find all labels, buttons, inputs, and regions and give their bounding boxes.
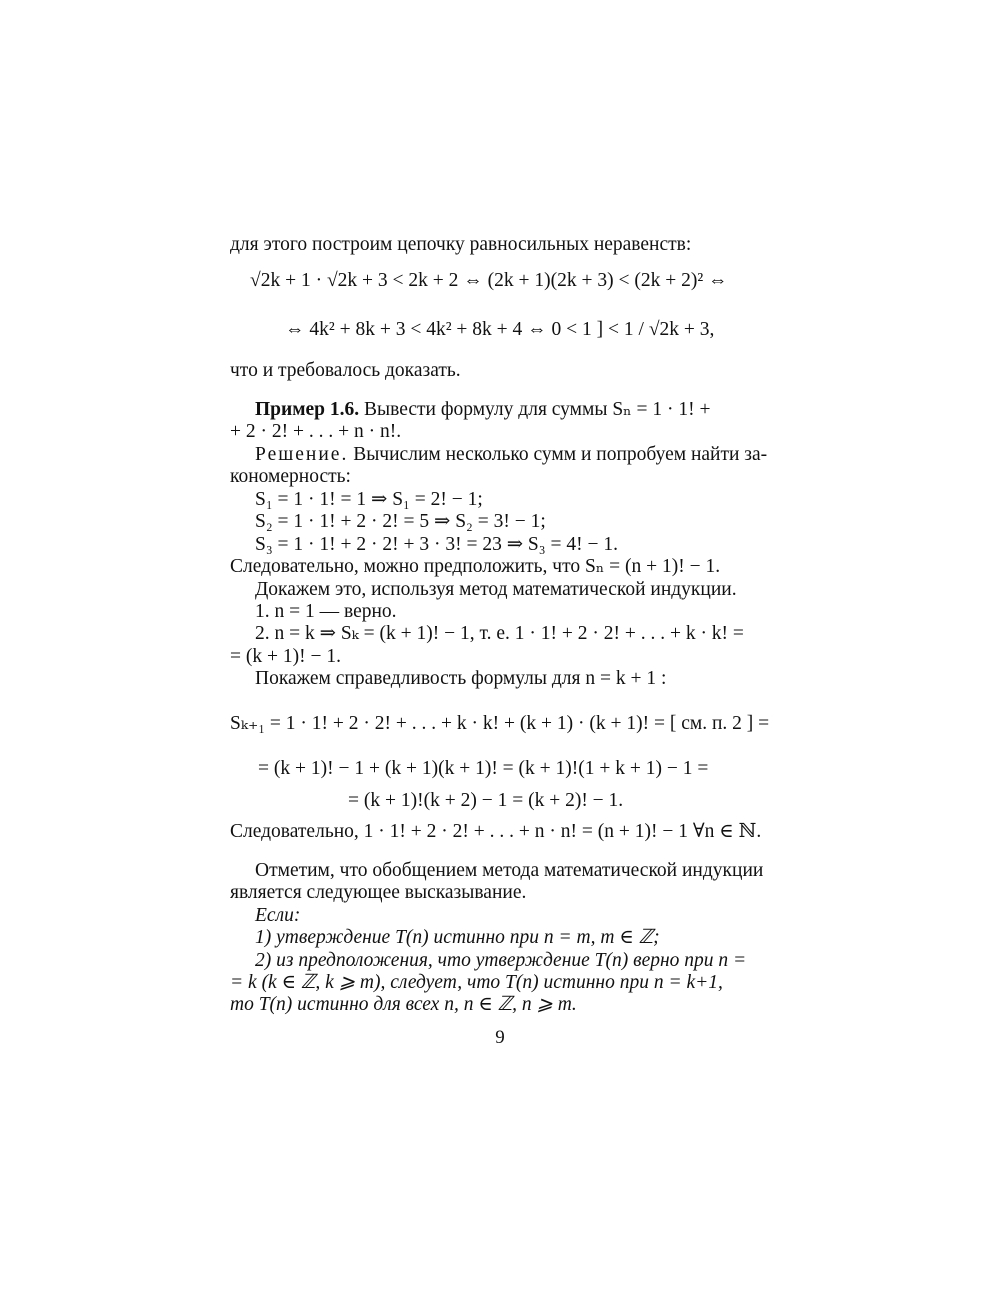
example-text: Вывести формулу для суммы Sₙ = 1 · 1! + bbox=[359, 399, 711, 420]
text-line: кономерность: bbox=[230, 466, 351, 487]
text-line: 2. n = k ⇒ Sₖ = (k + 1)! − 1, т. е. 1 · 1! + 2 · 2! + . . . + k · k! = bbox=[255, 623, 744, 644]
text-line: = k (k ∈ ℤ, k ⩾ m), следует, что T(n) истинно при n = k+1, bbox=[230, 972, 723, 993]
formula-line: ⇔ 4k² + 8k + 3 < 4k² + 8k + 4 ⇔ 0 < 1 ] < 1 / √2k + 3, bbox=[285, 319, 715, 340]
example-heading-line bbox=[255, 398, 710, 422]
text-line: Отметим, что обобщением метода математической индукции bbox=[255, 860, 764, 881]
formula-line: √2k + 1 · √2k + 3 < 2k + 2 ⇔ (2k + 1)(2k + 3) < (2k + 2)² ⇔ bbox=[250, 270, 728, 291]
text-line: Покажем справедливость формулы для n = k + 1 : bbox=[255, 668, 667, 689]
formula-line: S₂ = 1 · 1! + 2 · 2! = 5 ⇒ S₂ = 3! − 1; bbox=[255, 511, 546, 532]
text-line: Если: bbox=[255, 905, 301, 926]
formula-line: Sₖ₊₁ = 1 · 1! + 2 · 2! + . . . + k · k! + (k + 1) · (k + 1)! = [ см. п. 2 ] = bbox=[230, 713, 770, 734]
example-label: Пример 1.6. bbox=[255, 399, 360, 420]
text-line: для этого построим цепочку равносильных неравенств: bbox=[230, 234, 692, 255]
text-line: Докажем это, используя метод математической индукции. bbox=[255, 579, 737, 600]
text-line: является следующее высказывание. bbox=[230, 882, 527, 903]
text-line: 1) утверждение T(n) истинно при n = m, m ∈ ℤ; bbox=[255, 927, 660, 948]
solution-label: Решение. bbox=[255, 444, 349, 465]
solution-line bbox=[255, 443, 767, 467]
page-number: 9 bbox=[495, 1027, 505, 1048]
text-line: то T(n) истинно для всех n, n ∈ ℤ, n ⩾ m. bbox=[230, 994, 577, 1015]
text-line: 2) из предположения, что утверждение T(n) верно при n = bbox=[255, 950, 747, 971]
formula-line: S₁ = 1 · 1! = 1 ⇒ S₁ = 2! − 1; bbox=[255, 489, 483, 510]
formula-line: = (k + 1)! − 1. bbox=[230, 646, 341, 667]
formula-line: = (k + 1)! − 1 + (k + 1)(k + 1)! = (k + 1)!(1 + k + 1) − 1 = bbox=[258, 758, 709, 779]
solution-text: Вычислим несколько сумм и попробуем найти за- bbox=[348, 444, 768, 465]
text-line: 1. n = 1 — верно. bbox=[255, 601, 397, 622]
text-line: что и требовалось доказать. bbox=[230, 360, 461, 381]
text-line: Следовательно, 1 · 1! + 2 · 2! + . . . + n · n! = (n + 1)! − 1 ∀n ∈ ℕ. bbox=[230, 821, 762, 842]
formula-line: = (k + 1)!(k + 2) − 1 = (k + 2)! − 1. bbox=[348, 790, 624, 811]
formula-line: S₃ = 1 · 1! + 2 · 2! + 3 · 3! = 23 ⇒ S₃ = 4! − 1. bbox=[255, 534, 618, 555]
text-line: Следовательно, можно предположить, что Sₙ = (n + 1)! − 1. bbox=[230, 556, 721, 577]
formula-line: + 2 · 2! + . . . + n · n!. bbox=[230, 421, 402, 442]
